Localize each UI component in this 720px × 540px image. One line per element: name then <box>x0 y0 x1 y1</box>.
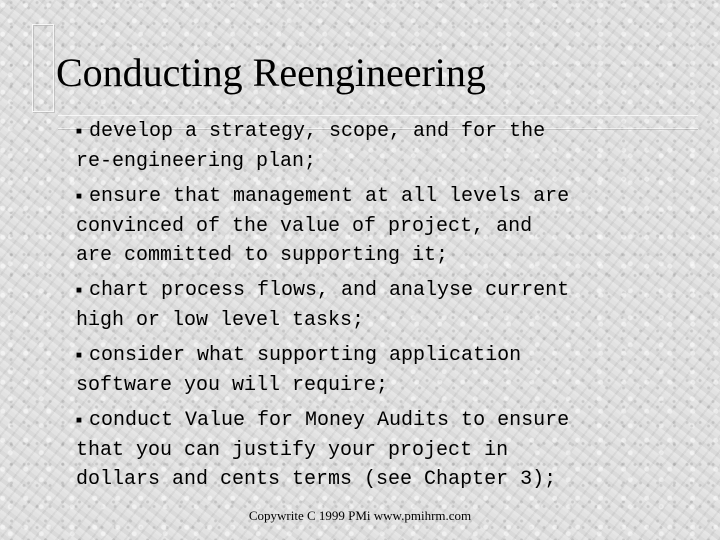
bullet-line <box>76 276 676 306</box>
bullet-line: dollars and cents terms (see Chapter 3); <box>76 468 557 491</box>
bullet-line: convinced of the value of project, and <box>76 215 533 238</box>
bullet-text: consider what supporting application <box>89 344 522 367</box>
bullet-item <box>76 117 676 176</box>
bullet-line: high or low level tasks; <box>76 309 365 332</box>
square-bullet-icon: ■ <box>76 286 83 297</box>
bullet-text: ensure that management at all levels are <box>89 185 570 208</box>
bullet-item <box>76 406 676 494</box>
bullet-line: software you will require; <box>76 374 389 397</box>
bullet-item <box>76 276 676 335</box>
square-bullet-icon: ■ <box>76 192 83 203</box>
decorative-vertical-bar <box>32 24 54 112</box>
square-bullet-icon: ■ <box>76 416 83 427</box>
square-bullet-icon: ■ <box>76 351 83 362</box>
square-bullet-icon: ■ <box>76 127 83 138</box>
bullet-text: chart process flows, and analyse current <box>89 279 570 302</box>
bullet-line <box>76 182 676 212</box>
bullet-line: that you can justify your project in <box>76 439 509 462</box>
copyright-footer: Copywrite C 1999 PMi www.pmihrm.com <box>248 508 472 523</box>
bullet-line <box>76 406 676 436</box>
bullet-text: develop a strategy, scope, and for the <box>89 120 546 143</box>
bullet-text: conduct Value for Money Audits to ensure <box>89 409 570 432</box>
slide-title: Conducting Reengineering <box>56 50 486 95</box>
bullet-line: re-engineering plan; <box>76 150 317 173</box>
bullet-item <box>76 182 676 270</box>
bullet-line: are committed to supporting it; <box>76 244 449 267</box>
bullet-list <box>76 117 676 500</box>
bullet-line <box>76 341 676 371</box>
bullet-line <box>76 117 676 147</box>
bullet-item <box>76 341 676 400</box>
